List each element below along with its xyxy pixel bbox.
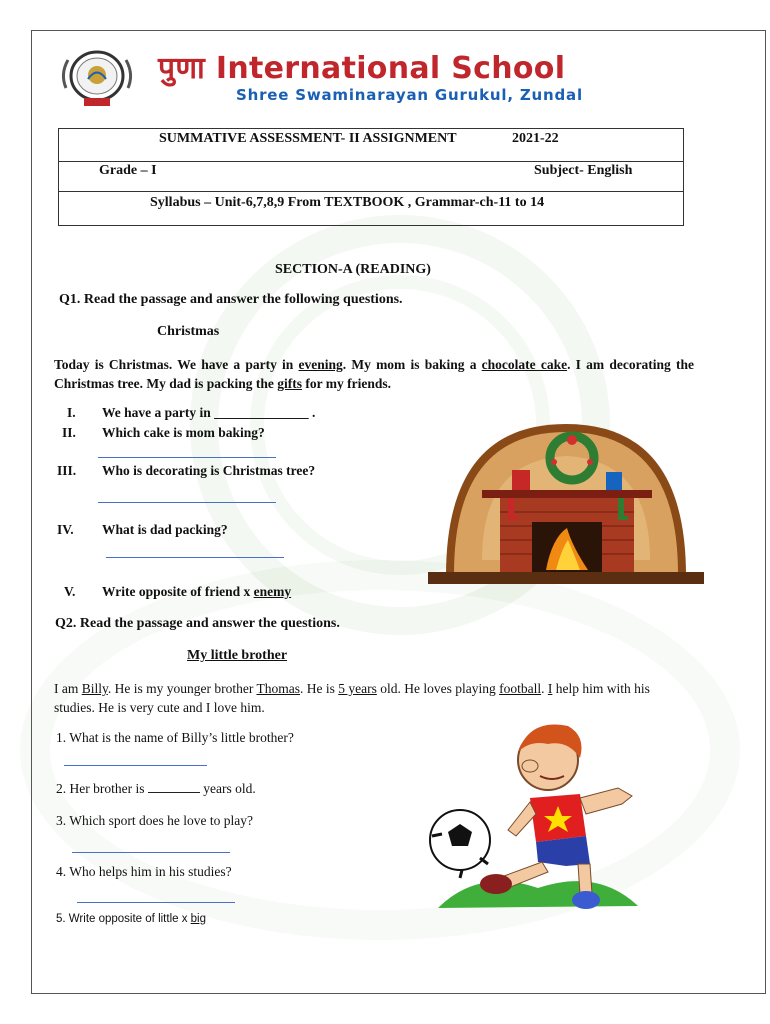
subject: Subject- English [534,163,633,178]
passage-underlined-i: I [547,681,553,696]
fireplace-illustration [422,410,710,616]
answer-line[interactable] [106,557,284,558]
q2-instruction: Q2. Read the passage and answer the questions. [55,616,340,631]
passage-text: help him with his studies. He is very cute and I love him. [54,681,650,715]
answer-line[interactable] [98,457,276,458]
passage-underlined-gifts: gifts [277,376,303,391]
school-name-english: International School [215,51,566,86]
q1-question-5 [102,584,291,600]
question-answer-word: enemy [253,584,292,599]
header-row-syllabus [59,191,683,225]
boy-football-illustration [418,718,658,918]
passage-text: I am [54,681,82,696]
assessment-year: 2021-22 [512,131,559,146]
passage-underlined-cake: chocolate cake [481,357,568,372]
school-subtitle: Shree Swaminarayan Gurukul, Zundal [236,86,583,104]
q1-question-3: Who is decorating is Christmas tree? [102,463,316,478]
answer-line[interactable] [64,765,207,766]
question-text: 5. Write opposite of little x [56,913,191,925]
blank-fill[interactable] [148,780,200,793]
q2-question-5 [56,913,206,925]
q1-num-4: IV. [57,522,74,537]
q1-instruction: Q1. Read the passage and answer the following questions. [59,292,403,307]
passage-underlined-years: 5 years [338,681,377,696]
school-name [158,46,565,87]
brother-passage [54,679,669,717]
q1-question-1: We have a party in ______________ . [102,405,316,420]
q2-question-2 [56,780,256,797]
answer-line[interactable] [77,902,235,903]
passage-text: . [541,681,548,696]
q1-num-3: III. [57,463,77,478]
school-logo [58,46,136,110]
passage-underlined-billy: Billy [81,681,108,696]
q1-question-4: What is dad packing? [102,522,228,537]
q2-question-4: 4. Who helps him in his studies? [56,864,232,879]
q1-num-2: II. [62,425,76,440]
passage-text: old. He loves playing [376,681,500,696]
passage-text: for my friends. [302,376,392,391]
q1-num-1: I. [67,405,76,420]
passage-text: Today is Christmas. We have a party in [54,357,299,372]
passage-text: . My mom is baking a [342,357,482,372]
passage-underlined-thomas: Thomas [256,681,300,696]
question-text: Write opposite of friend x [102,584,254,599]
passage-title-christmas: Christmas [157,324,220,339]
header-row-title [59,129,683,162]
assessment-title: SUMMATIVE ASSESSMENT- II ASSIGNMENT [159,131,457,146]
christmas-passage [54,355,694,393]
grade: Grade – I [99,163,157,178]
passage-underlined-football: football [499,681,542,696]
section-a-heading: SECTION-A (READING) [275,262,431,277]
passage-text: . I am decorating the Christmas tree. My dad is packing the [54,357,695,391]
question-answer-word: big [190,913,207,925]
passage-underlined-evening: evening [298,357,343,372]
passage-title-brother: My little brother [187,648,288,663]
q1-num-5: V. [64,584,76,599]
q1-question-2: Which cake is mom baking? [102,425,265,440]
header-table [58,128,684,226]
answer-line[interactable] [98,502,276,503]
answer-line[interactable] [72,852,230,853]
q2-question-3: 3. Which sport does he love to play? [56,813,253,828]
header-row-grade [59,161,683,192]
question-text: 2. Her brother is [56,781,148,796]
passage-text: . He is [300,681,339,696]
school-name-devanagari: पुणा [158,51,206,86]
q2-question-1: 1. What is the name of Billy’s little brother? [56,730,294,745]
passage-text: . He is my younger brother [107,681,257,696]
syllabus: Syllabus – Unit-6,7,8,9 From TEXTBOOK , Grammar-ch-11 to 14 [150,195,545,210]
question-text: years old. [199,781,256,796]
